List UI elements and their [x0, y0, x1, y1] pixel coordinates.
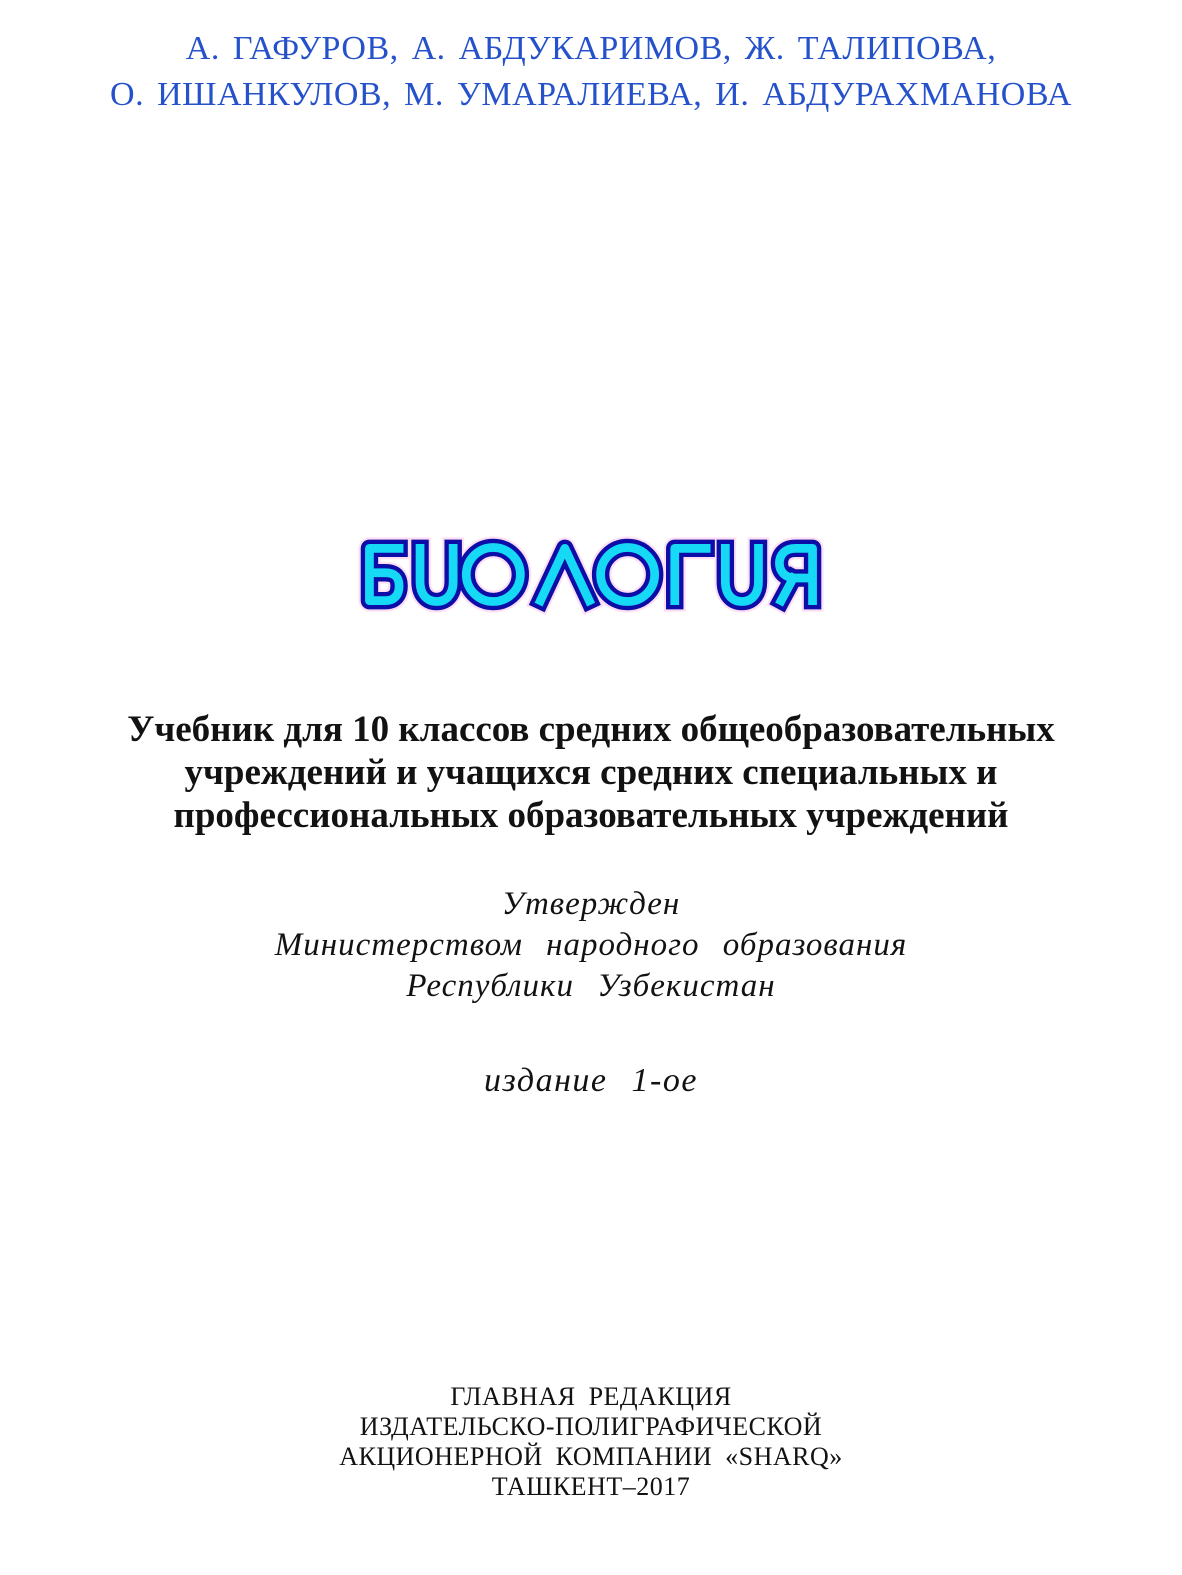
approval-line-2: Министерством народного образования	[274, 927, 908, 963]
publisher-block	[0, 1382, 1182, 1502]
authors-line-1: А. ГАФУРОВ, А. АБДУКАРИМОВ, Ж. ТАЛИПОВА,	[185, 30, 997, 67]
approval-line-3: Республики Узбекистан	[406, 968, 776, 1004]
authors-line-2: О. ИШАНКУЛОВ, М. УМАРАЛИЕВА, И. АБДУРАХМАНОВА	[110, 76, 1072, 113]
subtitle-line-2: учреждений и учащихся средних специальных и	[184, 752, 998, 793]
publisher-line-1: ГЛАВНАЯ РЕДАКЦИЯ	[450, 1382, 732, 1411]
authors-block	[0, 26, 1182, 118]
subtitle-line-3: профессиональных образовательных учреждений	[173, 795, 1009, 836]
subtitle-block	[0, 708, 1182, 837]
edition-line: издание 1-ое	[484, 1062, 698, 1099]
subtitle-line-1: Учебник для 10 классов средних общеобразовательных	[127, 709, 1055, 750]
publisher-line-2: ИЗДАТЕЛЬСКО-ПОЛИГРАФИЧЕСКОЙ	[359, 1412, 823, 1441]
approval-block	[0, 884, 1182, 1007]
publisher-line-4: ТАШКЕНТ–2017	[491, 1472, 691, 1501]
publisher-line-3: АКЦИОНЕРНОЙ КОМПАНИИ «SHARQ»	[339, 1442, 843, 1471]
book-logo	[0, 534, 1182, 620]
biologiya-logo-icon	[352, 534, 830, 615]
approval-line-1: Утвержден	[501, 886, 681, 922]
